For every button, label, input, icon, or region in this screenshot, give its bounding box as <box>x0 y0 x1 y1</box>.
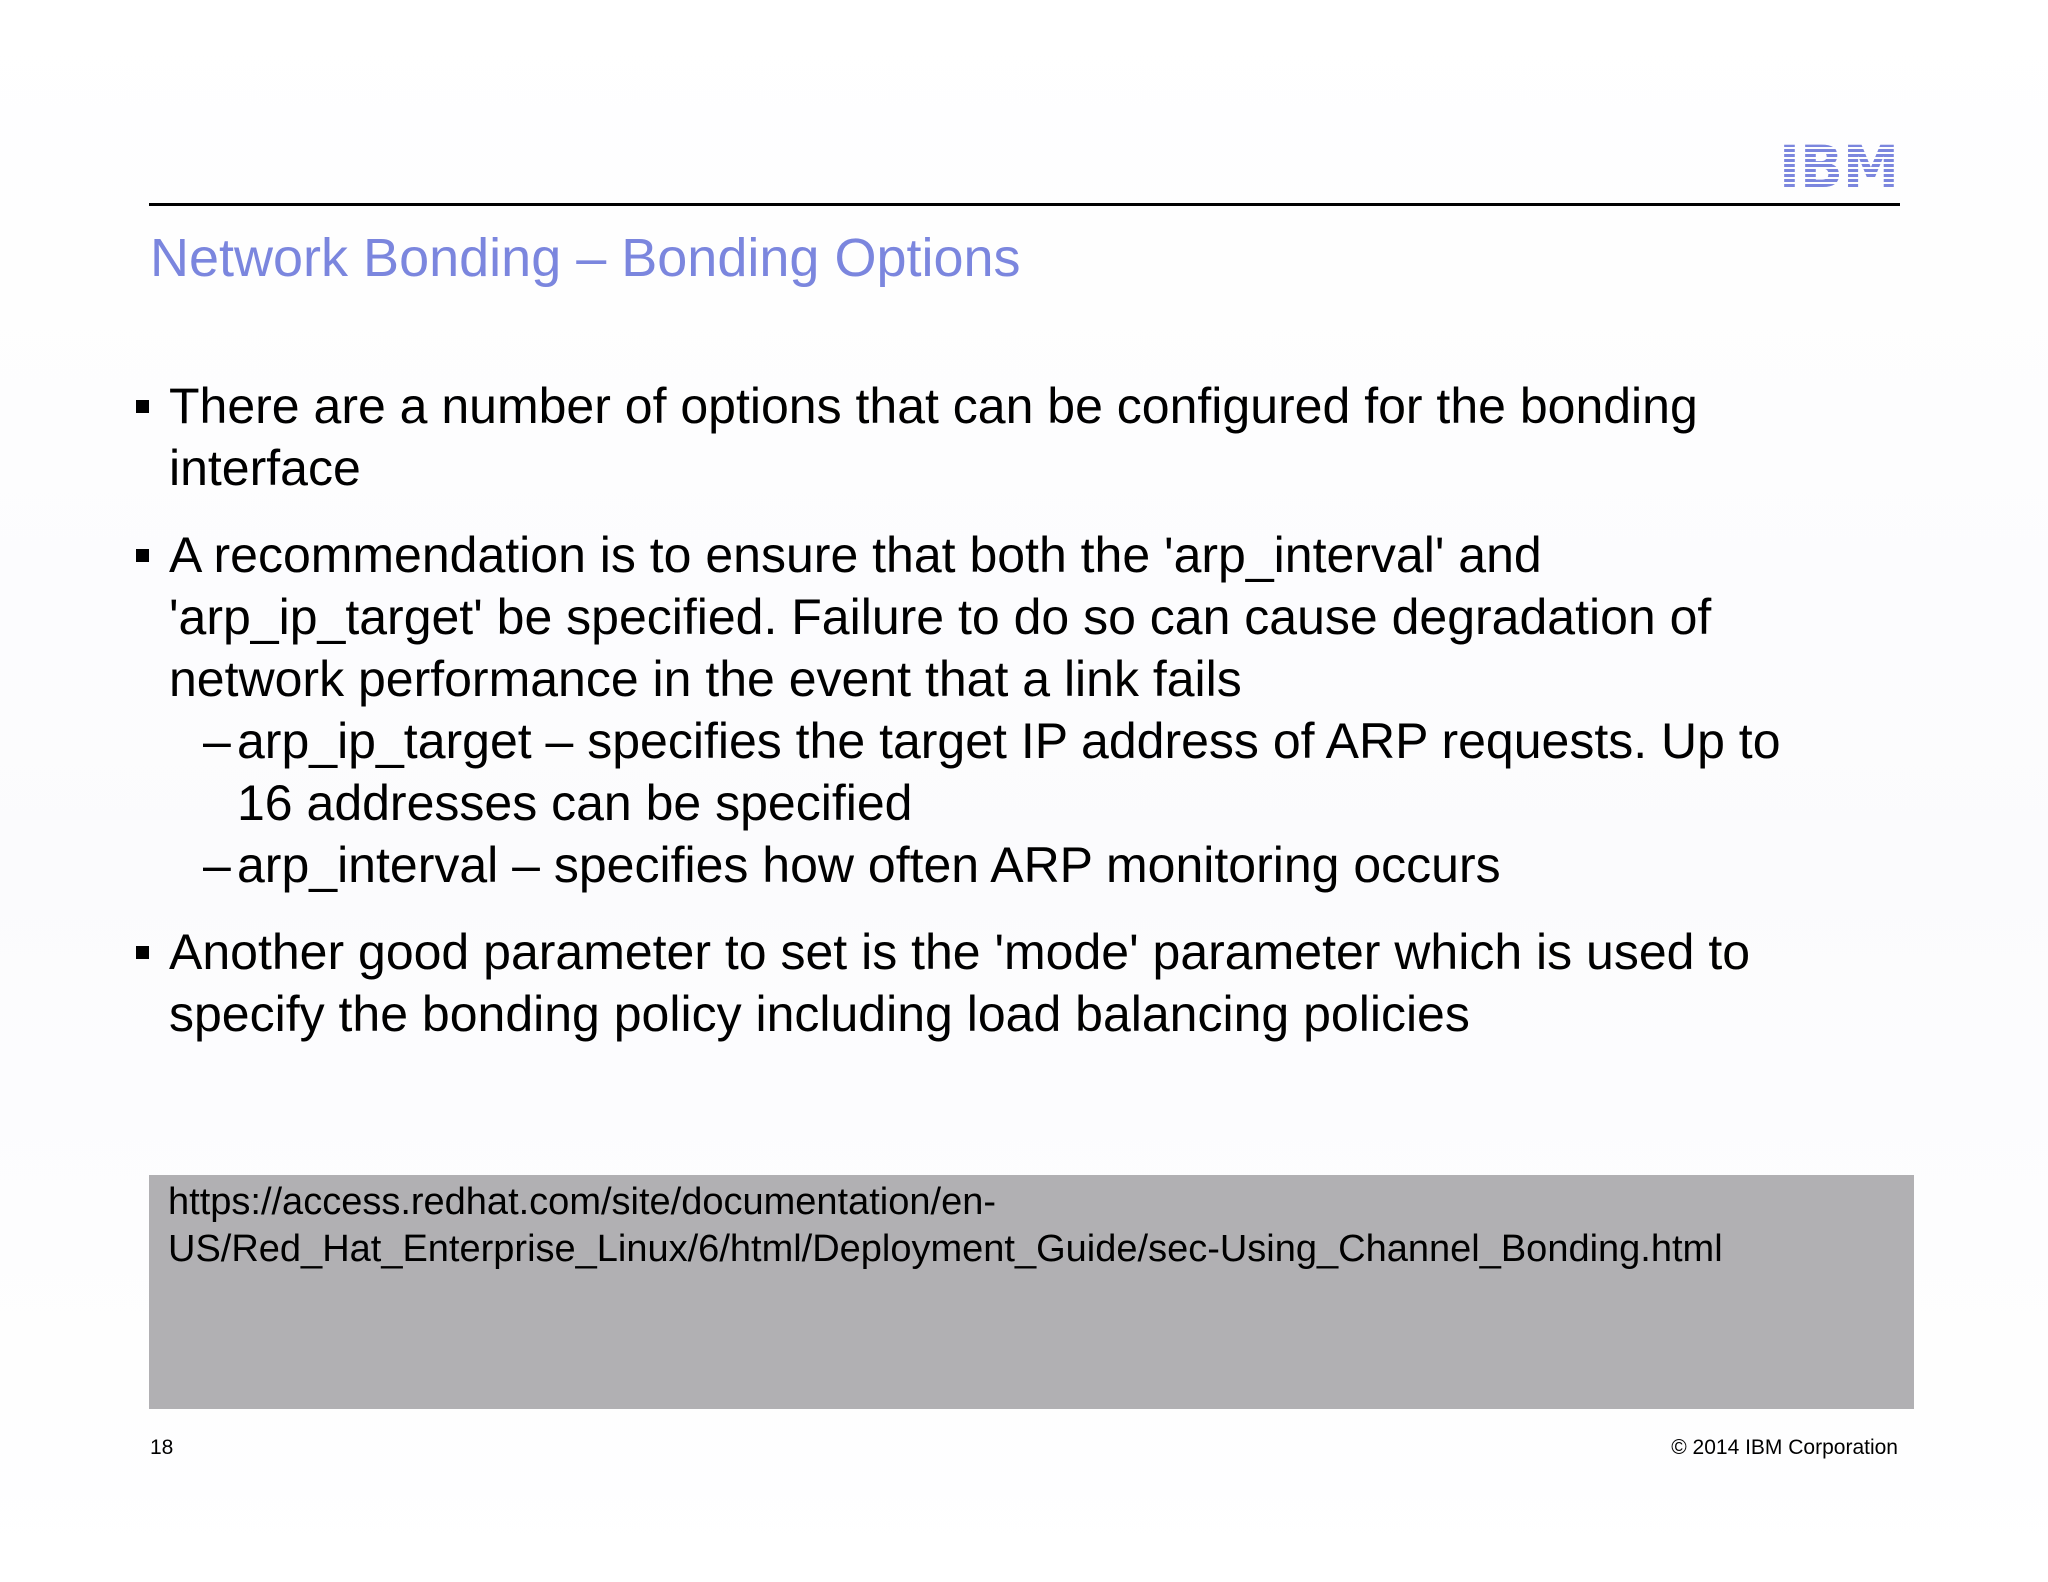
ibm-logo-icon <box>1778 139 1900 191</box>
sub-bullet-item <box>136 710 1896 834</box>
page-number: 18 <box>150 1436 174 1459</box>
slide-title: Network Bonding – Bonding Options <box>150 228 1021 288</box>
square-bullet-icon <box>136 549 149 562</box>
square-bullet-icon <box>136 400 149 413</box>
copyright-notice: © 2014 IBM Corporation <box>1671 1436 1898 1459</box>
bullet-text: There are a number of options that can be configured for the bonding interface <box>169 378 1698 496</box>
sub-bullet-text: arp_ip_target – specifies the target IP address of ARP requests. Up to 16 addresses can be specified <box>237 713 1781 831</box>
bullet-item <box>136 375 1896 499</box>
reference-box <box>149 1175 1914 1409</box>
bullet-item <box>136 921 1896 1045</box>
sub-bullet-item <box>136 834 1896 896</box>
dash-marker: – <box>203 837 231 893</box>
reference-url[interactable]: https://access.redhat.com/site/documentation/en- US/Red_Hat_Enterprise_Linux/6/html/Deployment_Guide/sec-Using_Channel_Bonding.html <box>168 1181 1723 1270</box>
bullet-list <box>136 375 1896 1070</box>
sub-bullet-text: arp_interval – specifies how often ARP monitoring occurs <box>237 837 1501 893</box>
square-bullet-icon <box>136 946 149 959</box>
dash-marker: – <box>203 713 231 769</box>
bullet-text: A recommendation is to ensure that both the 'arp_interval' and 'arp_ip_target' be specified. Failure to do so can cause degradation of network performance in the event that a link fails <box>169 527 1712 707</box>
header-divider <box>149 203 1900 206</box>
bullet-item <box>136 524 1896 896</box>
bullet-text: Another good parameter to set is the 'mode' parameter which is used to specify the bonding policy including load balancing policies <box>169 924 1751 1042</box>
